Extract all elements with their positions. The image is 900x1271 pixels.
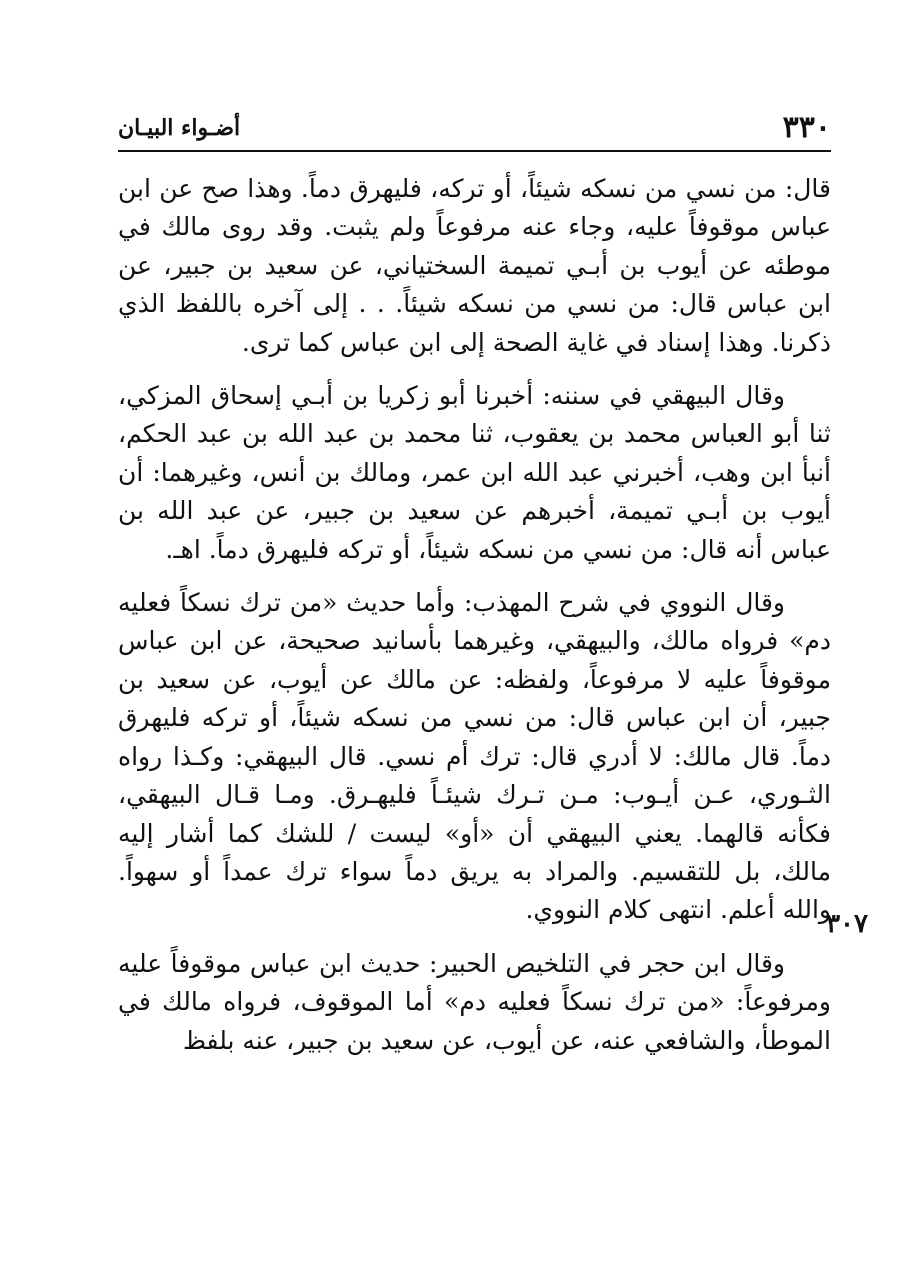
page-number: ٣٣٠ bbox=[782, 110, 831, 145]
margin-page-reference: ٣٠٧ bbox=[826, 909, 868, 939]
paragraph-4: وقال ابن حجر في التلخيص الحبير: حديث ابن عباس موقوفاً عليه ومرفوعاً: «من ترك نسكاً فعليه دم» أما الموقوف، فرواه مالك في الموطأ، والشافعي عنه، عن أيوب، عن سعيد بن جبير، عنه بلفظ bbox=[118, 948, 831, 1055]
book-title: أضـواء البيـان bbox=[118, 115, 241, 141]
paragraph-3: وقال النووي في شرح المهذب: وأما حديث «من ترك نسكاً فعليه دم» فرواه مالك، والبيهقي، وغيرهما بأسانيد صحيحة، عن ابن عباس موقوفاً عليه لا مرفوعاً، ولفظه: عن مالك عن أيوب، عن سعيد بن جبير، أن ابن عباس قال: من نسي من نسكه شيئاً، أو تركه فليهرق دماً. قال مالك: لا أدري قال: ترك أم نسي. قال البيهقي: وكـذا رواه الثـوري، عـن أيـوب: مـن تـرك شيئـاً فليهـرق. ومـا قـال البيهقي، فكأنه قالهما. يعني البيهقي أن «أو» ليست / للشك كما أشار إليه مالك، بل للتقسيم. والمراد به يريق دماً سواء ترك عمداً أو سهواً. والله أعلم. انتهى كلام النووي. bbox=[118, 588, 831, 925]
page-header bbox=[118, 108, 831, 148]
header-divider bbox=[118, 150, 831, 152]
paragraph-1: قال: من نسي من نسكه شيئاً، أو تركه، فليهرق دماً. وهذا صح عن ابن عباس موقوفاً عليه، وجاء عنه مرفوعاً ولم يثبت. وقد روى مالك في موطئه عن أيوب بن أبـي تميمة السختياني، عن سعيد بن جبير، عن ابن عباس قال: من نسي من نسكه شيئاً. . . إلى آخره باللفظ الذي ذكرنا. وهذا إسناد في غاية الصحة إلى ابن عباس كما ترى. bbox=[118, 174, 831, 357]
main-text bbox=[118, 170, 831, 1075]
paragraph-2: وقال البيهقي في سننه: أخبرنا أبو زكريا بن أبـي إسحاق المزكي، ثنا أبو العباس محمد بن يعقوب، ثنا محمد بن عبد الله بن عبد الحكم، أنبأ ابن وهب، أخبرني عبد الله ابن عمر، ومالك بن أنس، وغيرهما: أن أيوب بن أبـي تميمة، أخبرهم عن سعيد بن جبير، عن عبد الله بن عباس أنه قال: من نسي من نسكه شيئاً، أو تركه فليهرق دماً. اهـ. bbox=[118, 381, 831, 564]
